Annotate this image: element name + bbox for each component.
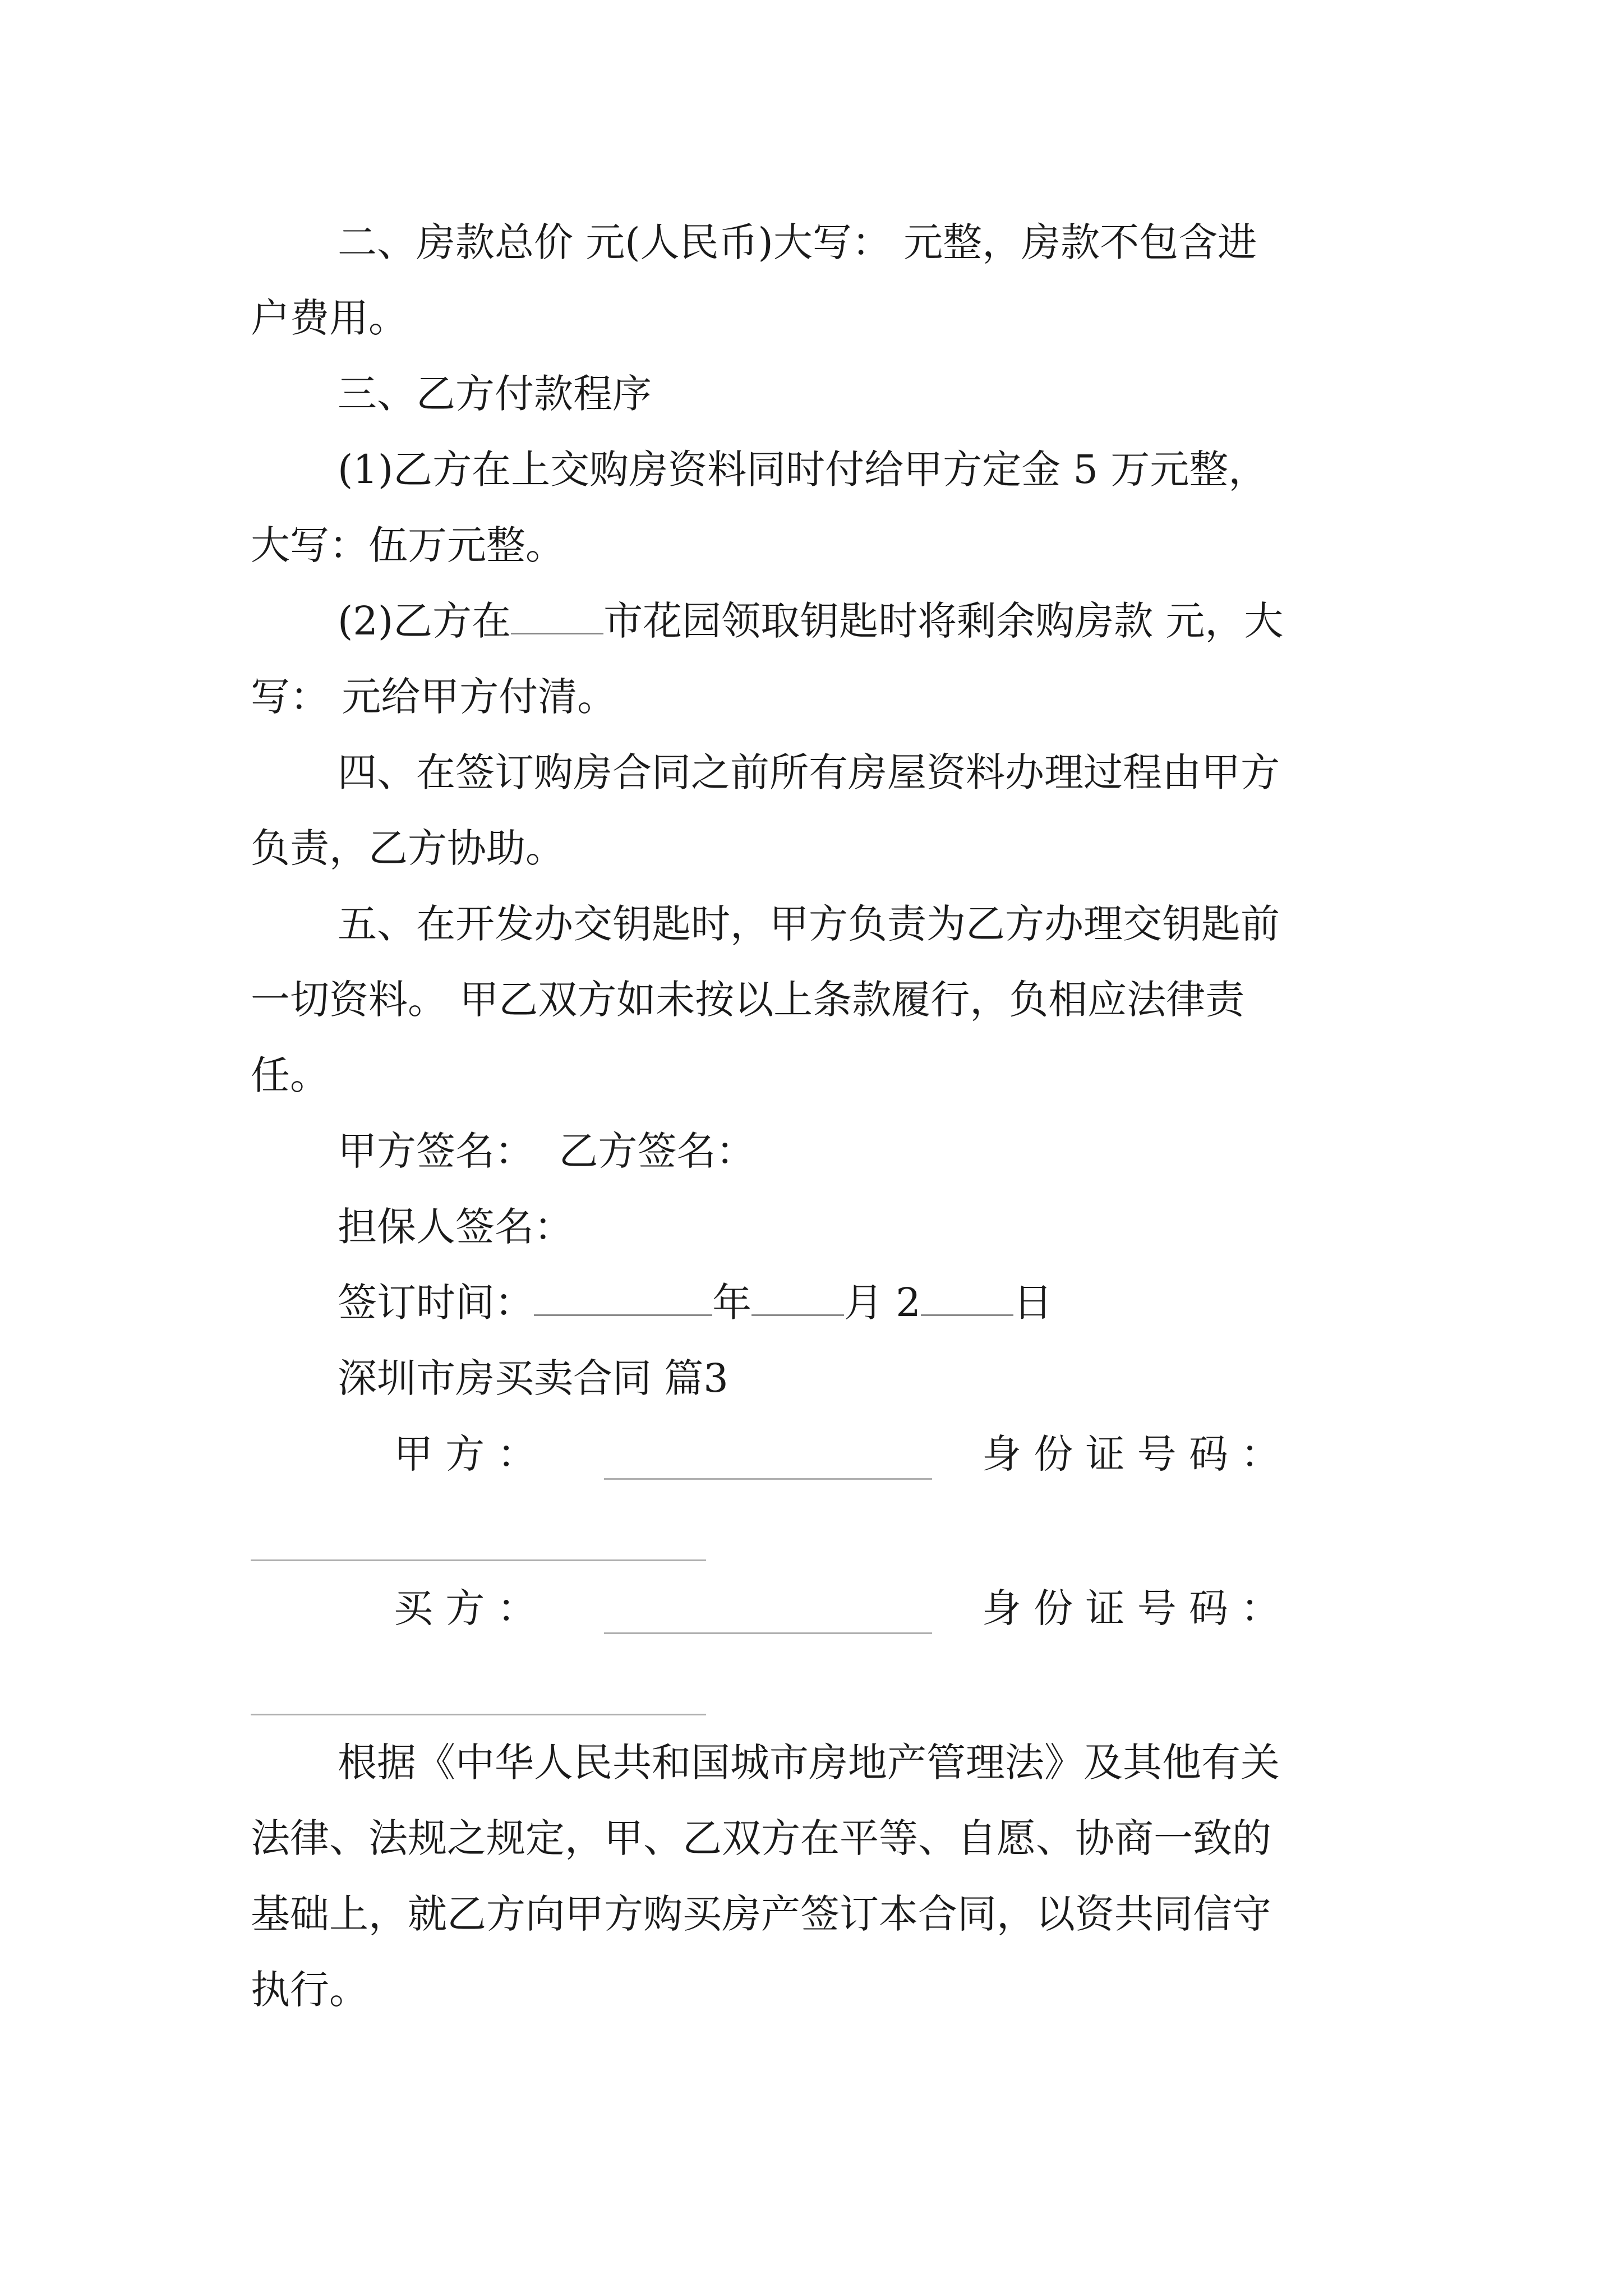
section3-heading: 三、乙方付款程序 <box>338 371 652 417</box>
section5-line2: 一切资料。 甲乙双方如未按以上条款履行，负相应法律责 <box>251 977 1245 1023</box>
next-contract-title: 深圳市房买卖合同 篇3 <box>338 1355 728 1401</box>
buyer-id-label: 身 份 证 号 码 ： <box>982 1585 1280 1631</box>
party-a-id-blank <box>251 1559 706 1561</box>
section3-item1-line1: (1)乙方在上交购房资料同时付给甲方定金 5 万元整， <box>338 447 1268 493</box>
section3-item1-line2: 大写：伍万元整。 <box>251 522 565 568</box>
month-blank <box>751 1280 844 1316</box>
section3-item2-line2: 写： 元给甲方付清。 <box>251 674 617 720</box>
buyer-row <box>251 1583 1375 1634</box>
guarantor-signature: 担保人签名： <box>338 1204 573 1250</box>
preamble-line4: 执行。 <box>251 1967 368 2013</box>
preamble-line2: 法律、法规之规定，甲、乙双方在平等、自愿、协商一致的 <box>251 1815 1271 1861</box>
sign-date <box>338 1277 1375 1328</box>
item2-suffix: 市花园领取钥匙时将剩余购房款 元，大 <box>603 598 1284 644</box>
year-label: 年 <box>712 1280 751 1326</box>
section2-line2: 户费用。 <box>251 295 408 341</box>
day-blank <box>921 1280 1013 1316</box>
section3-item2-line1 <box>338 596 1375 646</box>
item2-prefix: (2)乙方在 <box>338 598 511 644</box>
section4-line2: 负责，乙方协助。 <box>251 825 565 871</box>
year-blank <box>534 1280 712 1316</box>
preamble-line3: 基础上，就乙方向甲方购买房产签订本合同，以资共同信守 <box>251 1891 1271 1937</box>
date-label: 签订时间： <box>338 1280 534 1326</box>
place-blank <box>511 598 603 634</box>
section4-line1: 四、在签订购房合同之前所有房屋资料办理过程由甲方 <box>338 749 1280 795</box>
party-a-row <box>251 1429 1375 1479</box>
buyer-name-blank <box>604 1632 932 1634</box>
day-label: 日 <box>1013 1280 1053 1326</box>
buyer-id-blank <box>251 1714 706 1715</box>
party-a-label: 甲 方 ： <box>394 1431 537 1477</box>
month-label: 月 2 <box>844 1280 921 1326</box>
buyer-label: 买 方 ： <box>394 1585 537 1631</box>
party-signatures: 甲方签名： 乙方签名： <box>338 1128 755 1174</box>
section2-line1: 二、房款总价 元(人民币)大写： 元整，房款不包含进 <box>338 219 1257 265</box>
section5-line3: 任。 <box>251 1052 329 1098</box>
party-a-id-label: 身 份 证 号 码 ： <box>982 1431 1280 1477</box>
section5-line1: 五、在开发办交钥匙时，甲方负责为乙方办理交钥匙前 <box>338 901 1280 947</box>
preamble-line1: 根据《中华人民共和国城市房地产管理法》及其他有关 <box>338 1740 1280 1786</box>
party-a-name-blank <box>604 1478 932 1480</box>
